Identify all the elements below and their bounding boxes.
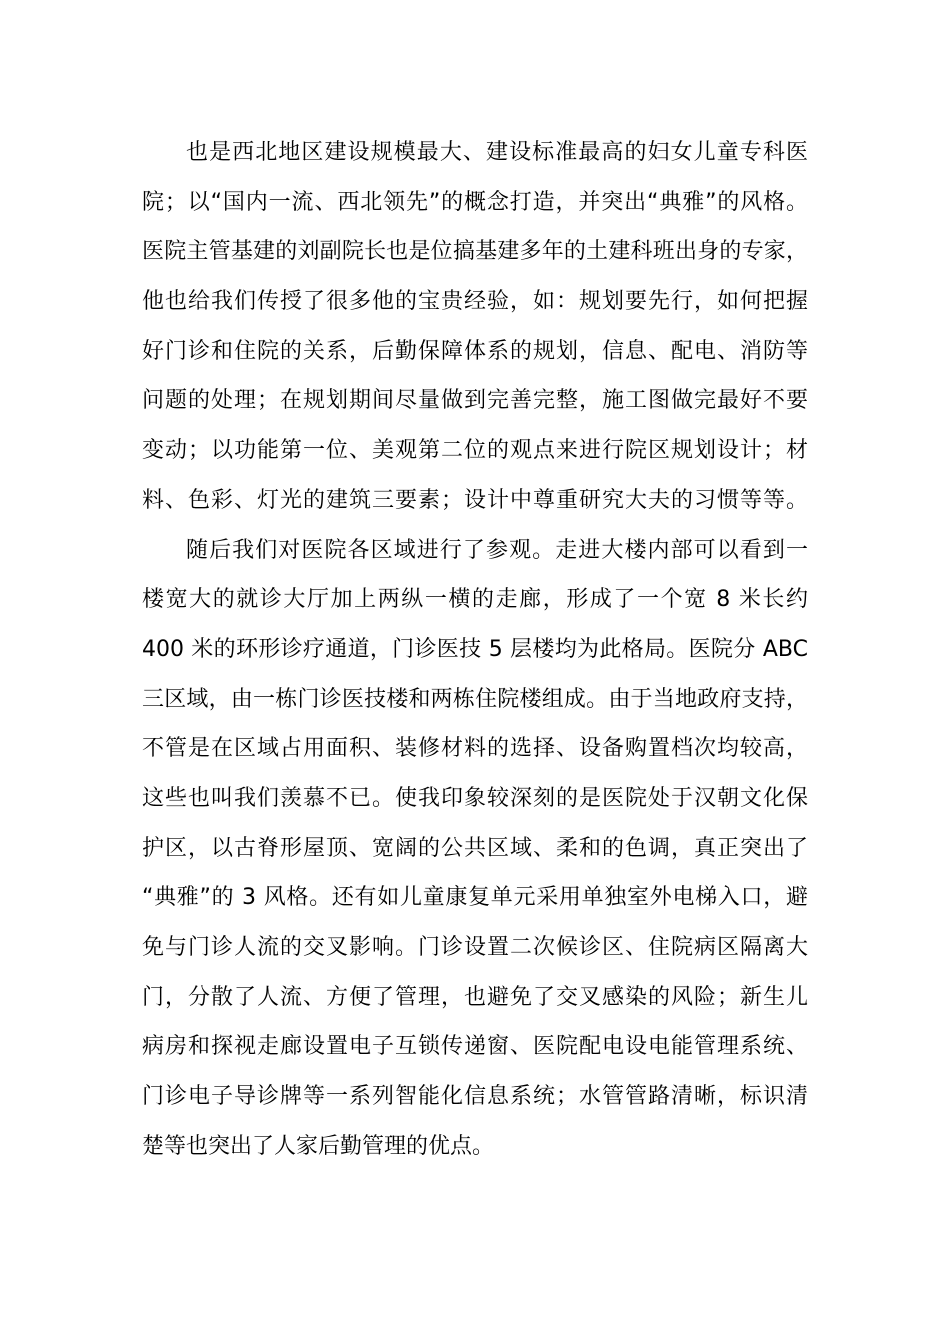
document-body [142,128,808,1171]
text-line: “典雅”的 3 风格。还有如儿童康复单元采用单独室外电梯入口，避 [142,885,808,911]
text-line: 三区域，由一栋门诊医技楼和两栋住院楼组成。由于当地政府支持， [142,686,808,712]
text-line: 护区，以古脊形屋顶、宽阔的公共区域、柔和的色调，真正突出了 [142,835,808,861]
text-line: 他也给我们传授了很多他的宝贵经验，如：规划要先行，如何把握 [142,289,808,315]
text-line: 不管是在区域占用面积、装修材料的选择、设备购置档次均较高， [142,736,808,762]
text-line: 院；以“国内一流、西北领先”的概念打造，并突出“典雅”的风格。 [142,189,808,215]
paragraph [142,128,808,526]
text-line: 楼宽大的就诊大厅加上两纵一横的走廊，形成了一个宽 8 米长约 [142,587,808,613]
text-line: 这些也叫我们羡慕不已。使我印象较深刻的是医院处于汉朝文化保 [142,785,808,811]
text-line: 随后我们对医院各区域进行了参观。走进大楼内部可以看到一 [186,537,808,563]
text-line: 问题的处理；在规划期间尽量做到完善完整，施工图做完最好不要 [142,388,808,414]
text-line: 变动；以功能第一位、美观第二位的观点来进行院区规划设计；材 [142,438,808,464]
text-line: 好门诊和住院的关系，后勤保障体系的规划，信息、配电、消防等 [142,338,808,364]
text-line: 400 米的环形诊疗通道，门诊医技 5 层楼均为此格局。医院分 ABC [142,636,808,662]
paragraph [142,526,808,1172]
text-line: 门，分散了人流、方便了管理，也避免了交叉感染的风险；新生儿 [142,984,808,1010]
text-line: 医院主管基建的刘副院长也是位搞基建多年的土建科班出身的专家， [142,239,808,265]
text-line: 病房和探视走廊设置电子互锁传递窗、医院配电设电能管理系统、 [142,1034,808,1060]
text-line: 料、色彩、灯光的建筑三要素；设计中尊重研究大夫的习惯等等。 [142,487,808,513]
text-line: 也是西北地区建设规模最大、建设标准最高的妇女儿童专科医 [186,140,808,165]
text-line: 门诊电子导诊牌等一系列智能化信息系统；水管管路清晰，标识清 [142,1084,808,1110]
text-line: 楚等也突出了人家后勤管理的优点。 [142,1133,495,1159]
text-line: 免与门诊人流的交叉影响。门诊设置二次候诊区、住院病区隔离大 [142,935,808,960]
